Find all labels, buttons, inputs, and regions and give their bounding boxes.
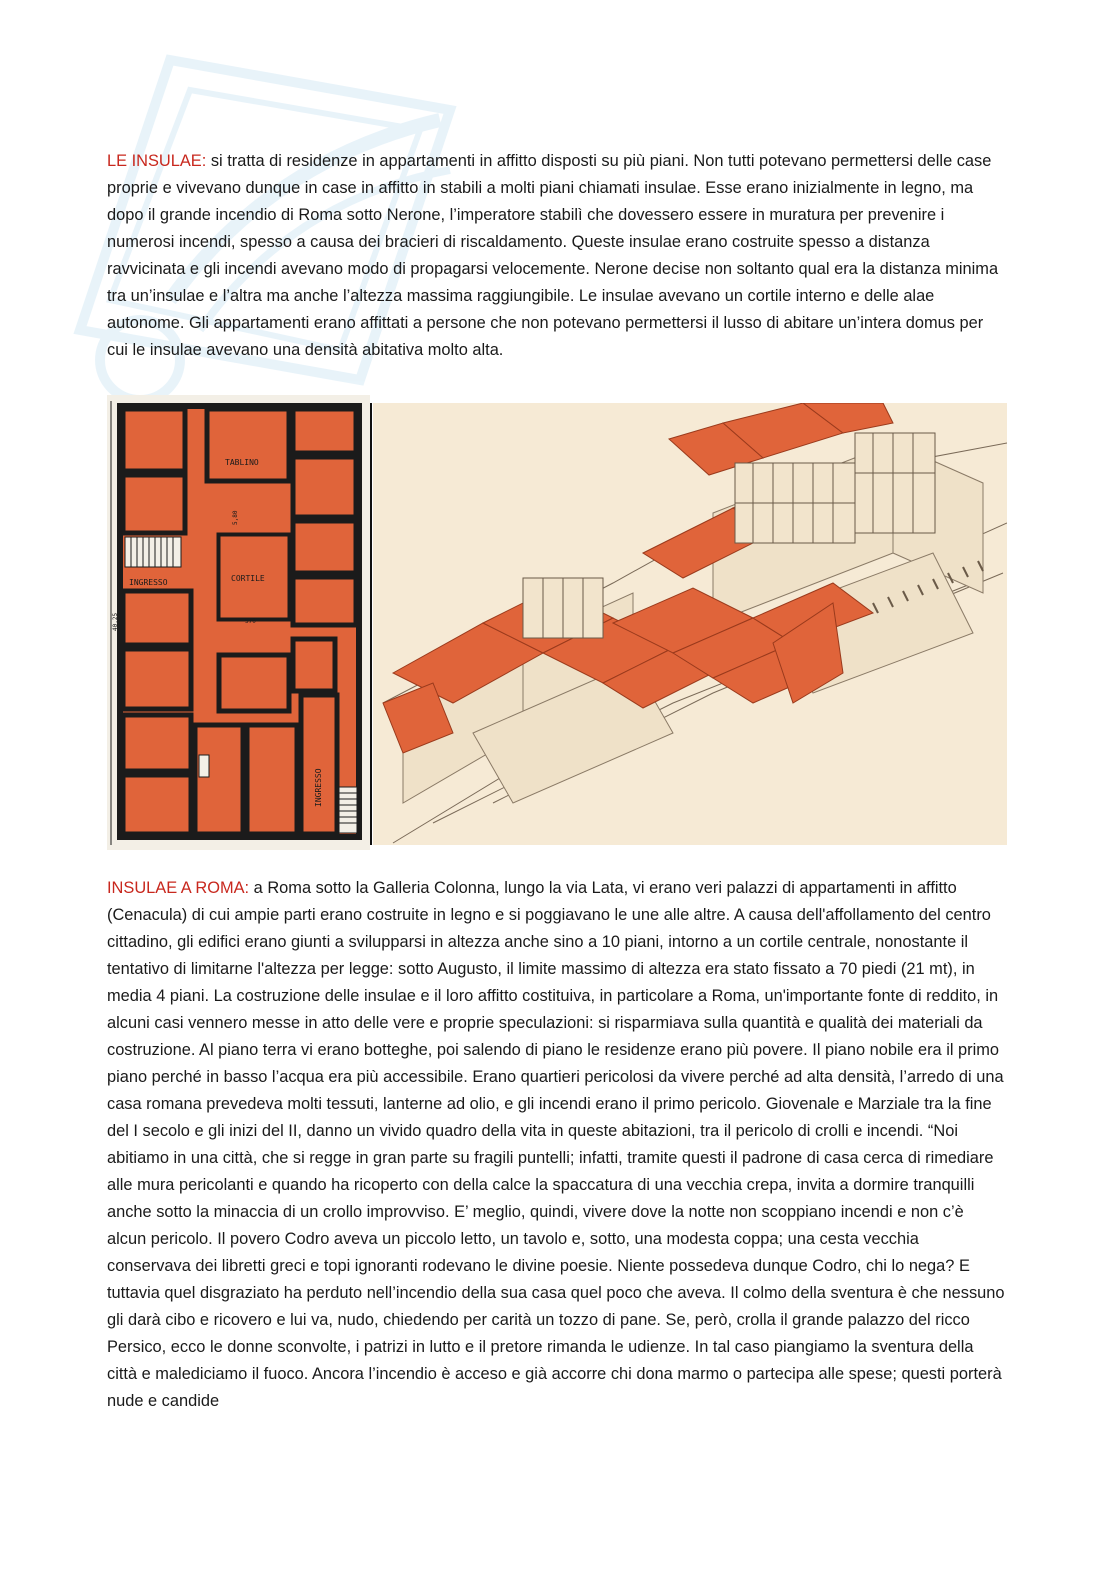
label-ingresso-left: INGRESSO [129,578,168,587]
paragraph-insulae-a-roma-body: a Roma sotto la Galleria Colonna, lungo la via Lata, vi erano veri palazzi di appartamenti in affitto (Cenacula) di cui ampie parti erano costruite in legno e si poggiavano le une alle altre. A causa dell'affollamento del centro cittadino, gli edifici erano giunti a svilupparsi in altezza anche sino a 10 piani, intorno a un cortile centrale, nonostante il tentativo di limitarne l'altezza per legge: sotto Augusto, il limite massimo di altezza era stato fissato a 70 piedi (21 mt), in media 4 piani. La costruzione delle insulae e il loro affitto costituiva, in particolare a Roma, un'importante fonte di reddito, in alcuni casi vennero messe in atto delle vere e proprie speculazioni: si risparmiava sulla quantità e qualità dei materiali da costruzione. Al piano terra vi erano botteghe, poi salendo di piano le residenze erano più povere. Il piano nobile era il primo piano perché in basso l’acqua era più accessibile. Erano quartieri pericolosi da vivere perché ad alta densità, l’arredo di una casa romana prevedeva molti tessuti, lanterne ad olio, e gli incendi erano il primo pericolo. Giovenale e Marziale tra la fine del I secolo e gli inizi del II, danno un vivido quadro della vita in queste abitazioni, tra il pericolo di crolli e incendi. “Noi abitiamo in una città, che si regge in gran parte su fragili puntelli; infatti, tramite questi il padrone di casa cerca di rimediare alle mura pericolanti e quando ha ricoperto con della calce la spaccatura di una vecchia crepa, invita a dormire tranquilli anche sotto la minaccia di un crollo improvviso. E’ meglio, quindi, vivere dove la notte non scoppiano incendi e non c’è alcun pericolo. Il povero Codro aveva un piccolo letto, un tavolo e, sotto, una modesta coppa; una cesta vecchia conservava dei libretti greci e topi ignoranti rodevano le divine poesie. Niente possedeva dunque Codro, chi lo nega? E tuttavia quel disgraziato ha perduto nell’incendio della sua casa quel poco che aveva. Il colmo della sventura è che nessuno gli darà cibo e ricovero e lui va, nudo, chiedendo per carità un tozzo di pane. Se, però, crolla il grande palazzo del ricco Persico, ecco le donne sconvolte, i patrizi in lutto e il pretore rimanda le udienze. In tal caso piangiamo la sventura della città e malediciamo il fuoco. Ancora l’incendio è acceso e già accorre chi dona marmo o partecipa alle spese; questi porterà nude e candide [107,879,1005,1411]
paragraph-insulae-body: si tratta di residenze in appartamenti in affitto disposti su più piani. Non tutti potevano permettersi delle case proprie e vivevano dunque in case in affitto in stabili a molti piani chiamati insulae. Esse erano inizialmente in legno, ma dopo il grande incendio di Roma sotto Nerone, l’imperatore stabilì che dovessero essere in muratura per prevenire i numerosi incendi, spesso a causa dei bracieri di riscaldamento. Queste insulae erano costruite spesso a distanza ravvicinata e gli incendi avevano modo di propagarsi velocemente. Nerone decise non soltanto qual era la distanza minima tra un’insulae e l’altra ma anche l’altezza massima raggiungibile. Le insulae avevano un cortile interno e delle alae autonome. Gli appartamenti erano affittati a persone che non potevano permettersi il lusso di abitare un’intera domus per cui le insulae avevano una densità abitativa molto alta. [107,152,999,360]
insula-floor-plan [107,395,370,850]
paragraph-insulae [107,148,1007,364]
label-cortile: CORTILE [231,574,265,583]
paragraph-insulae-a-roma [107,875,1007,1415]
label-tablino: TABLINO [225,458,259,467]
insula-isometric-illustration [373,403,1007,845]
heading-insulae-a-roma: INSULAE A ROMA: [107,879,250,898]
figure-divider [370,403,372,845]
label-dim-side: 40,25 [112,612,119,631]
insula-figure [107,395,1007,850]
heading-le-insulae: LE INSULAE: [107,152,207,171]
label-dim-court: 570 [245,618,256,625]
label-ingresso-right: INGRESSO [314,768,323,807]
label-dim-vertical: 5,80 [232,510,239,525]
